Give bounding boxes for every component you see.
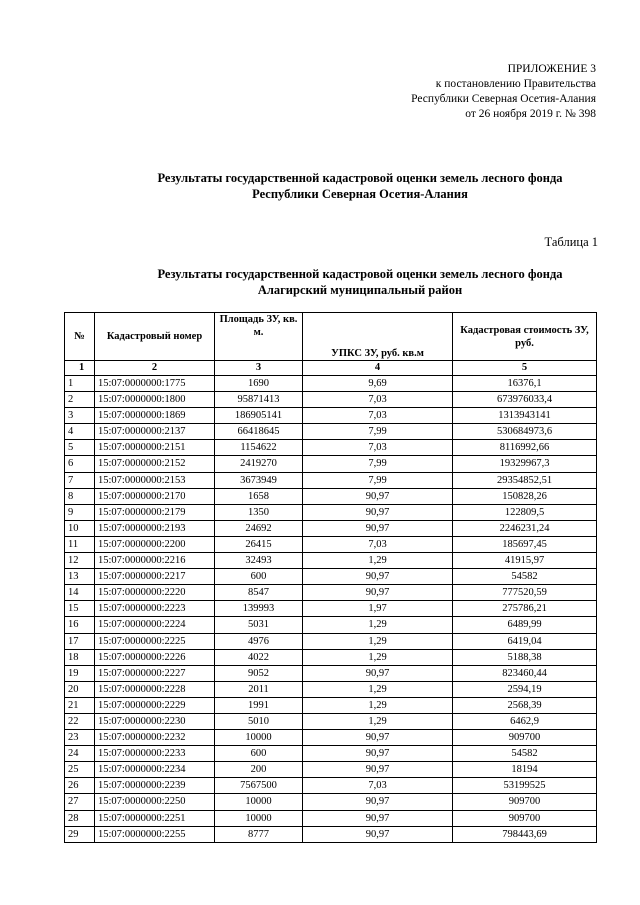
- document-title-line: Республики Северная Осетия-Алания: [252, 187, 468, 201]
- area-cell: 10000: [215, 730, 303, 746]
- upks-cell: 90,97: [303, 585, 453, 601]
- cadastral-cost-cell: 18194: [453, 762, 597, 778]
- table-row: [65, 536, 597, 552]
- document-title-line: Результаты государственной кадастровой оценки земель лесного фонда: [157, 171, 563, 185]
- row-number-cell: 18: [65, 649, 95, 665]
- table-row: [65, 826, 597, 842]
- cadastral-cost-cell: 19329967,3: [453, 456, 597, 472]
- row-number-cell: 24: [65, 746, 95, 762]
- table-row: [65, 408, 597, 424]
- area-cell: 600: [215, 746, 303, 762]
- cadastral-number-cell: 15:07:0000000:2224: [95, 617, 215, 633]
- row-number-cell: 25: [65, 762, 95, 778]
- area-cell: 32493: [215, 553, 303, 569]
- cadastral-cost-cell: 29354852,51: [453, 472, 597, 488]
- appendix-line: Республики Северная Осетия-Алания: [411, 93, 596, 105]
- table-row: [65, 456, 597, 472]
- area-cell: 1350: [215, 504, 303, 520]
- area-cell: 4022: [215, 649, 303, 665]
- table-body: [65, 376, 597, 843]
- row-number-cell: 26: [65, 778, 95, 794]
- upks-cell: 90,97: [303, 794, 453, 810]
- upks-cell: 7,03: [303, 440, 453, 456]
- cadastral-cost-cell: 54582: [453, 569, 597, 585]
- cadastral-number-cell: 15:07:0000000:2220: [95, 585, 215, 601]
- upks-cell: 7,03: [303, 392, 453, 408]
- upks-cell: 90,97: [303, 810, 453, 826]
- cadastral-number-cell: 15:07:0000000:2255: [95, 826, 215, 842]
- area-cell: 8547: [215, 585, 303, 601]
- upks-cell: 7,99: [303, 456, 453, 472]
- area-cell: 1658: [215, 488, 303, 504]
- upks-cell: 1,29: [303, 617, 453, 633]
- row-number-cell: 19: [65, 665, 95, 681]
- row-number-cell: 21: [65, 697, 95, 713]
- table-label: Таблица 1: [544, 235, 598, 249]
- area-cell: 24692: [215, 520, 303, 536]
- table-row: [65, 376, 597, 392]
- table-row: [65, 746, 597, 762]
- appendix-block: [336, 62, 596, 122]
- cadastral-number-cell: 15:07:0000000:2234: [95, 762, 215, 778]
- cadastral-cost-cell: 6419,04: [453, 633, 597, 649]
- area-cell: 3673949: [215, 472, 303, 488]
- cadastral-number-cell: 15:07:0000000:2223: [95, 601, 215, 617]
- cadastral-cost-cell: 6462,9: [453, 713, 597, 729]
- cadastral-cost-cell: 777520,59: [453, 585, 597, 601]
- table-row: [65, 392, 597, 408]
- area-cell: 5031: [215, 617, 303, 633]
- row-number-cell: 29: [65, 826, 95, 842]
- upks-cell: 90,97: [303, 504, 453, 520]
- row-number-cell: 13: [65, 569, 95, 585]
- area-cell: 9052: [215, 665, 303, 681]
- row-number-cell: 8: [65, 488, 95, 504]
- table-row: [65, 681, 597, 697]
- row-number-cell: 5: [65, 440, 95, 456]
- cadastral-cost-cell: 53199525: [453, 778, 597, 794]
- cadastral-number-cell: 15:07:0000000:1869: [95, 408, 215, 424]
- column-number: 3: [215, 361, 303, 376]
- area-cell: 5010: [215, 713, 303, 729]
- cadastral-number-cell: 15:07:0000000:2250: [95, 794, 215, 810]
- upks-cell: 1,29: [303, 633, 453, 649]
- upks-cell: 1,29: [303, 681, 453, 697]
- row-number-cell: 28: [65, 810, 95, 826]
- area-cell: 1690: [215, 376, 303, 392]
- results-table: [64, 312, 597, 843]
- column-number: 5: [453, 361, 597, 376]
- cadastral-number-cell: 15:07:0000000:1775: [95, 376, 215, 392]
- cadastral-cost-cell: 909700: [453, 730, 597, 746]
- cadastral-number-cell: 15:07:0000000:2193: [95, 520, 215, 536]
- cadastral-number-cell: 15:07:0000000:2229: [95, 697, 215, 713]
- upks-cell: 7,99: [303, 424, 453, 440]
- table-row: [65, 424, 597, 440]
- cadastral-cost-cell: 823460,44: [453, 665, 597, 681]
- table-row: [65, 440, 597, 456]
- upks-cell: 7,03: [303, 408, 453, 424]
- table-row: [65, 585, 597, 601]
- area-cell: 1991: [215, 697, 303, 713]
- upks-cell: 90,97: [303, 762, 453, 778]
- table-row: [65, 665, 597, 681]
- upks-cell: 90,97: [303, 488, 453, 504]
- cadastral-number-cell: 15:07:0000000:2170: [95, 488, 215, 504]
- table-title-line: Результаты государственной кадастровой оценки земель лесного фонда: [157, 267, 563, 281]
- cadastral-number-cell: 15:07:0000000:2232: [95, 730, 215, 746]
- table-row: [65, 697, 597, 713]
- upks-cell: 90,97: [303, 826, 453, 842]
- area-cell: 95871413: [215, 392, 303, 408]
- table-row: [65, 810, 597, 826]
- table-row: [65, 553, 597, 569]
- cadastral-number-cell: 15:07:0000000:2151: [95, 440, 215, 456]
- cadastral-cost-cell: 2246231,24: [453, 520, 597, 536]
- area-cell: 2011: [215, 681, 303, 697]
- area-cell: 26415: [215, 536, 303, 552]
- area-cell: 139993: [215, 601, 303, 617]
- table-row: [65, 649, 597, 665]
- cadastral-cost-cell: 275786,21: [453, 601, 597, 617]
- area-cell: 200: [215, 762, 303, 778]
- cadastral-cost-cell: 2568,39: [453, 697, 597, 713]
- table-title: [100, 266, 620, 298]
- row-number-cell: 2: [65, 392, 95, 408]
- upks-cell: 1,29: [303, 697, 453, 713]
- row-number-cell: 14: [65, 585, 95, 601]
- cadastral-cost-cell: 909700: [453, 810, 597, 826]
- cadastral-number-cell: 15:07:0000000:2200: [95, 536, 215, 552]
- row-number-cell: 15: [65, 601, 95, 617]
- upks-cell: 90,97: [303, 665, 453, 681]
- area-cell: 66418645: [215, 424, 303, 440]
- table-header-row: [65, 313, 597, 361]
- header-cadastral-number: Кадастровый номер: [95, 313, 215, 361]
- cadastral-cost-cell: 530684973,6: [453, 424, 597, 440]
- table-row: [65, 520, 597, 536]
- column-number: 2: [95, 361, 215, 376]
- table-row: [65, 472, 597, 488]
- cadastral-number-cell: 15:07:0000000:2230: [95, 713, 215, 729]
- cadastral-cost-cell: 673976033,4: [453, 392, 597, 408]
- cadastral-number-cell: 15:07:0000000:1800: [95, 392, 215, 408]
- area-cell: 8777: [215, 826, 303, 842]
- row-number-cell: 1: [65, 376, 95, 392]
- area-cell: 600: [215, 569, 303, 585]
- table-row: [65, 762, 597, 778]
- cadastral-number-cell: 15:07:0000000:2153: [95, 472, 215, 488]
- row-number-cell: 9: [65, 504, 95, 520]
- row-number-cell: 6: [65, 456, 95, 472]
- row-number-cell: 7: [65, 472, 95, 488]
- upks-cell: 9,69: [303, 376, 453, 392]
- row-number-cell: 23: [65, 730, 95, 746]
- upks-cell: 1,97: [303, 601, 453, 617]
- table-row: [65, 617, 597, 633]
- cadastral-cost-cell: 8116992,66: [453, 440, 597, 456]
- cadastral-number-cell: 15:07:0000000:2217: [95, 569, 215, 585]
- upks-cell: 1,29: [303, 553, 453, 569]
- upks-cell: 90,97: [303, 746, 453, 762]
- area-cell: 2419270: [215, 456, 303, 472]
- row-number-cell: 27: [65, 794, 95, 810]
- area-cell: 186905141: [215, 408, 303, 424]
- upks-cell: 7,03: [303, 778, 453, 794]
- cadastral-cost-cell: 6489,99: [453, 617, 597, 633]
- cadastral-number-cell: 15:07:0000000:2225: [95, 633, 215, 649]
- upks-cell: 90,97: [303, 520, 453, 536]
- cadastral-number-cell: 15:07:0000000:2179: [95, 504, 215, 520]
- cadastral-cost-cell: 54582: [453, 746, 597, 762]
- table-row: [65, 633, 597, 649]
- cadastral-cost-cell: 5188,38: [453, 649, 597, 665]
- cadastral-number-cell: 15:07:0000000:2251: [95, 810, 215, 826]
- column-number: 4: [303, 361, 453, 376]
- appendix-title: ПРИЛОЖЕНИЕ 3: [507, 63, 596, 75]
- area-cell: 4976: [215, 633, 303, 649]
- cadastral-number-cell: 15:07:0000000:2239: [95, 778, 215, 794]
- cadastral-cost-cell: 909700: [453, 794, 597, 810]
- column-number-row: [65, 361, 597, 376]
- row-number-cell: 20: [65, 681, 95, 697]
- cadastral-number-cell: 15:07:0000000:2216: [95, 553, 215, 569]
- upks-cell: 1,29: [303, 649, 453, 665]
- table-row: [65, 569, 597, 585]
- table-row: [65, 730, 597, 746]
- row-number-cell: 11: [65, 536, 95, 552]
- cadastral-cost-cell: 16376,1: [453, 376, 597, 392]
- header-area: Площадь ЗУ, кв. м.: [215, 313, 303, 361]
- area-cell: 10000: [215, 794, 303, 810]
- cadastral-cost-cell: 150828,26: [453, 488, 597, 504]
- cadastral-cost-cell: 122809,5: [453, 504, 597, 520]
- table-row: [65, 778, 597, 794]
- cadastral-cost-cell: 185697,45: [453, 536, 597, 552]
- cadastral-number-cell: 15:07:0000000:2152: [95, 456, 215, 472]
- document-title: [100, 170, 620, 202]
- header-cadastral-cost: Кадастровая стоимость ЗУ, руб.: [453, 313, 597, 361]
- table-row: [65, 794, 597, 810]
- upks-cell: 90,97: [303, 730, 453, 746]
- row-number-cell: 22: [65, 713, 95, 729]
- area-cell: 10000: [215, 810, 303, 826]
- cadastral-number-cell: 15:07:0000000:2228: [95, 681, 215, 697]
- row-number-cell: 4: [65, 424, 95, 440]
- cadastral-cost-cell: 2594,19: [453, 681, 597, 697]
- table-row: [65, 713, 597, 729]
- column-number: 1: [65, 361, 95, 376]
- row-number-cell: 17: [65, 633, 95, 649]
- appendix-line: к постановлению Правительства: [435, 78, 596, 90]
- upks-cell: 7,03: [303, 536, 453, 552]
- row-number-cell: 12: [65, 553, 95, 569]
- header-number: №: [65, 313, 95, 361]
- header-upks: УПКС ЗУ, руб. кв.м: [303, 313, 453, 361]
- area-cell: 7567500: [215, 778, 303, 794]
- cadastral-number-cell: 15:07:0000000:2137: [95, 424, 215, 440]
- upks-cell: 1,29: [303, 713, 453, 729]
- area-cell: 1154622: [215, 440, 303, 456]
- table-row: [65, 488, 597, 504]
- table-title-line: Алагирский муниципальный район: [257, 283, 463, 297]
- cadastral-number-cell: 15:07:0000000:2233: [95, 746, 215, 762]
- row-number-cell: 16: [65, 617, 95, 633]
- cadastral-number-cell: 15:07:0000000:2227: [95, 665, 215, 681]
- upks-cell: 7,99: [303, 472, 453, 488]
- table-row: [65, 601, 597, 617]
- cadastral-number-cell: 15:07:0000000:2226: [95, 649, 215, 665]
- cadastral-cost-cell: 41915,97: [453, 553, 597, 569]
- row-number-cell: 3: [65, 408, 95, 424]
- row-number-cell: 10: [65, 520, 95, 536]
- table-row: [65, 504, 597, 520]
- appendix-date: от 26 ноября 2019 г. № 398: [465, 108, 596, 120]
- upks-cell: 90,97: [303, 569, 453, 585]
- cadastral-cost-cell: 1313943141: [453, 408, 597, 424]
- cadastral-cost-cell: 798443,69: [453, 826, 597, 842]
